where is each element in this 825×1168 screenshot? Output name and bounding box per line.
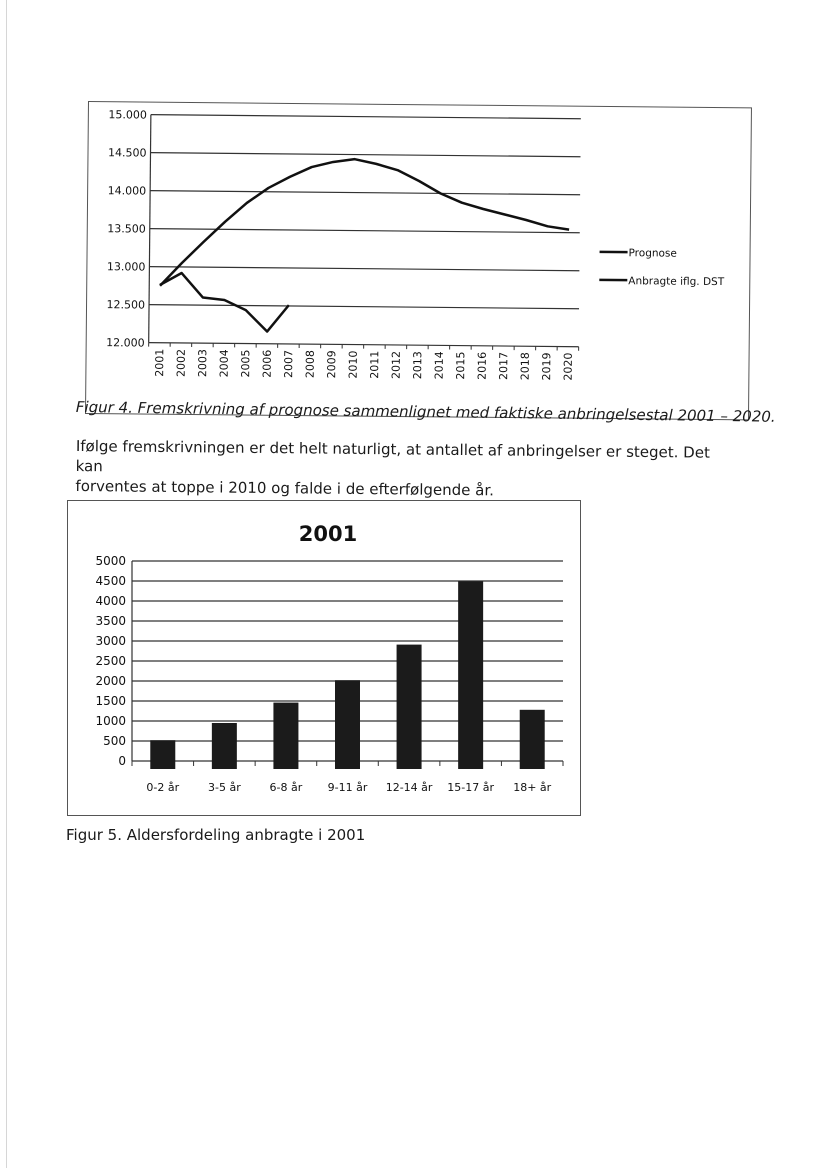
- legend-label: Prognose: [628, 247, 677, 260]
- bar: [273, 703, 298, 769]
- prognosis-chart-svg: [86, 102, 751, 419]
- y-tick-label: 500: [103, 734, 126, 748]
- bar: [150, 740, 175, 769]
- x-tick-label: 2020: [561, 352, 575, 381]
- y-tick-label: 2000: [95, 674, 126, 688]
- y-tick-label: 5000: [95, 554, 126, 568]
- x-tick-label: 2013: [411, 351, 425, 380]
- y-tick-label: 1000: [95, 714, 126, 728]
- y-tick-label: 3000: [95, 634, 126, 648]
- y-tick-label: 13.500: [107, 222, 146, 236]
- x-tick-label: 2009: [325, 350, 339, 379]
- y-tick-label: 14.500: [107, 146, 147, 160]
- y-tick-label: 14.000: [107, 184, 147, 198]
- y-tick-label: 0: [118, 754, 126, 768]
- age-chart-svg: [68, 501, 580, 815]
- x-tick-label: 2010: [346, 350, 360, 379]
- gridline: [151, 115, 581, 119]
- y-tick-label: 3500: [95, 614, 126, 628]
- y-tick-label: 4500: [95, 574, 126, 588]
- figure-5-caption: Figur 5. Aldersfordeling anbragte i 2001: [66, 826, 366, 844]
- x-tick-label: 2014: [432, 351, 446, 380]
- gridline: [151, 153, 581, 157]
- x-tick-label: 18+ år: [513, 781, 552, 794]
- age-distribution-bar-chart: [67, 500, 581, 816]
- x-tick-label: 2019: [540, 352, 554, 381]
- gridline: [150, 191, 580, 195]
- x-tick-label: 2004: [217, 349, 231, 378]
- bar: [335, 680, 360, 769]
- bar: [458, 581, 483, 769]
- anbragte-series-line: [160, 273, 290, 332]
- x-tick-label: 2015: [454, 351, 468, 380]
- y-tick-label: 13.000: [106, 260, 146, 274]
- bar: [212, 723, 237, 769]
- x-tick-label: 6-8 år: [269, 781, 303, 794]
- body-paragraph-line-2: forventes at toppe i 2010 og falde i de efterfølgende år.: [75, 476, 495, 500]
- x-tick-label: 15-17 år: [447, 781, 495, 794]
- y-tick-label: 4000: [95, 594, 126, 608]
- x-tick-label: 2007: [282, 349, 296, 379]
- x-tick-label: 2017: [497, 351, 511, 381]
- x-tick-label: 0-2 år: [146, 781, 180, 794]
- bar: [397, 645, 422, 769]
- body-paragraph: [75, 436, 736, 503]
- chart-title: 2001: [298, 522, 358, 546]
- y-tick-label: 1500: [95, 694, 126, 708]
- y-tick-label: 12.000: [106, 336, 145, 350]
- x-tick-label: 2001: [153, 348, 167, 377]
- scan-edge-line: [6, 0, 7, 1168]
- y-tick-label: 2500: [95, 654, 126, 668]
- x-tick-label: 2002: [174, 348, 188, 377]
- x-tick-label: 2005: [239, 349, 253, 378]
- y-tick-label: 15.000: [108, 108, 147, 122]
- x-tick-label: 2003: [196, 349, 210, 378]
- x-tick-label: 2008: [303, 350, 317, 379]
- x-tick-label: 2006: [260, 349, 274, 378]
- x-tick-label: 9-11 år: [327, 781, 368, 794]
- legend-label: Anbragte iflg. DST: [628, 275, 725, 289]
- y-tick-label: 12.500: [106, 298, 146, 312]
- x-tick-label: 2016: [475, 351, 489, 380]
- body-paragraph-line-1: Ifølge fremskrivningen er det helt naturligt, at antallet af anbringelser er steget. Det kan: [75, 436, 710, 476]
- x-tick-label: 2012: [389, 350, 403, 380]
- gridline: [149, 267, 579, 271]
- bar: [520, 710, 545, 769]
- x-tick-label: 2011: [368, 350, 382, 379]
- x-tick-label: 3-5 år: [207, 781, 241, 794]
- x-tick-label: 12-14 år: [385, 781, 433, 794]
- figure-4-caption: Figur 4. Fremskrivning af prognose sammenlignet med faktiske anbringelsestal 2001 – 2020.: [75, 398, 776, 426]
- prognosis-line-chart: [85, 101, 752, 420]
- x-tick-label: 2018: [518, 352, 532, 381]
- gridline: [149, 305, 579, 309]
